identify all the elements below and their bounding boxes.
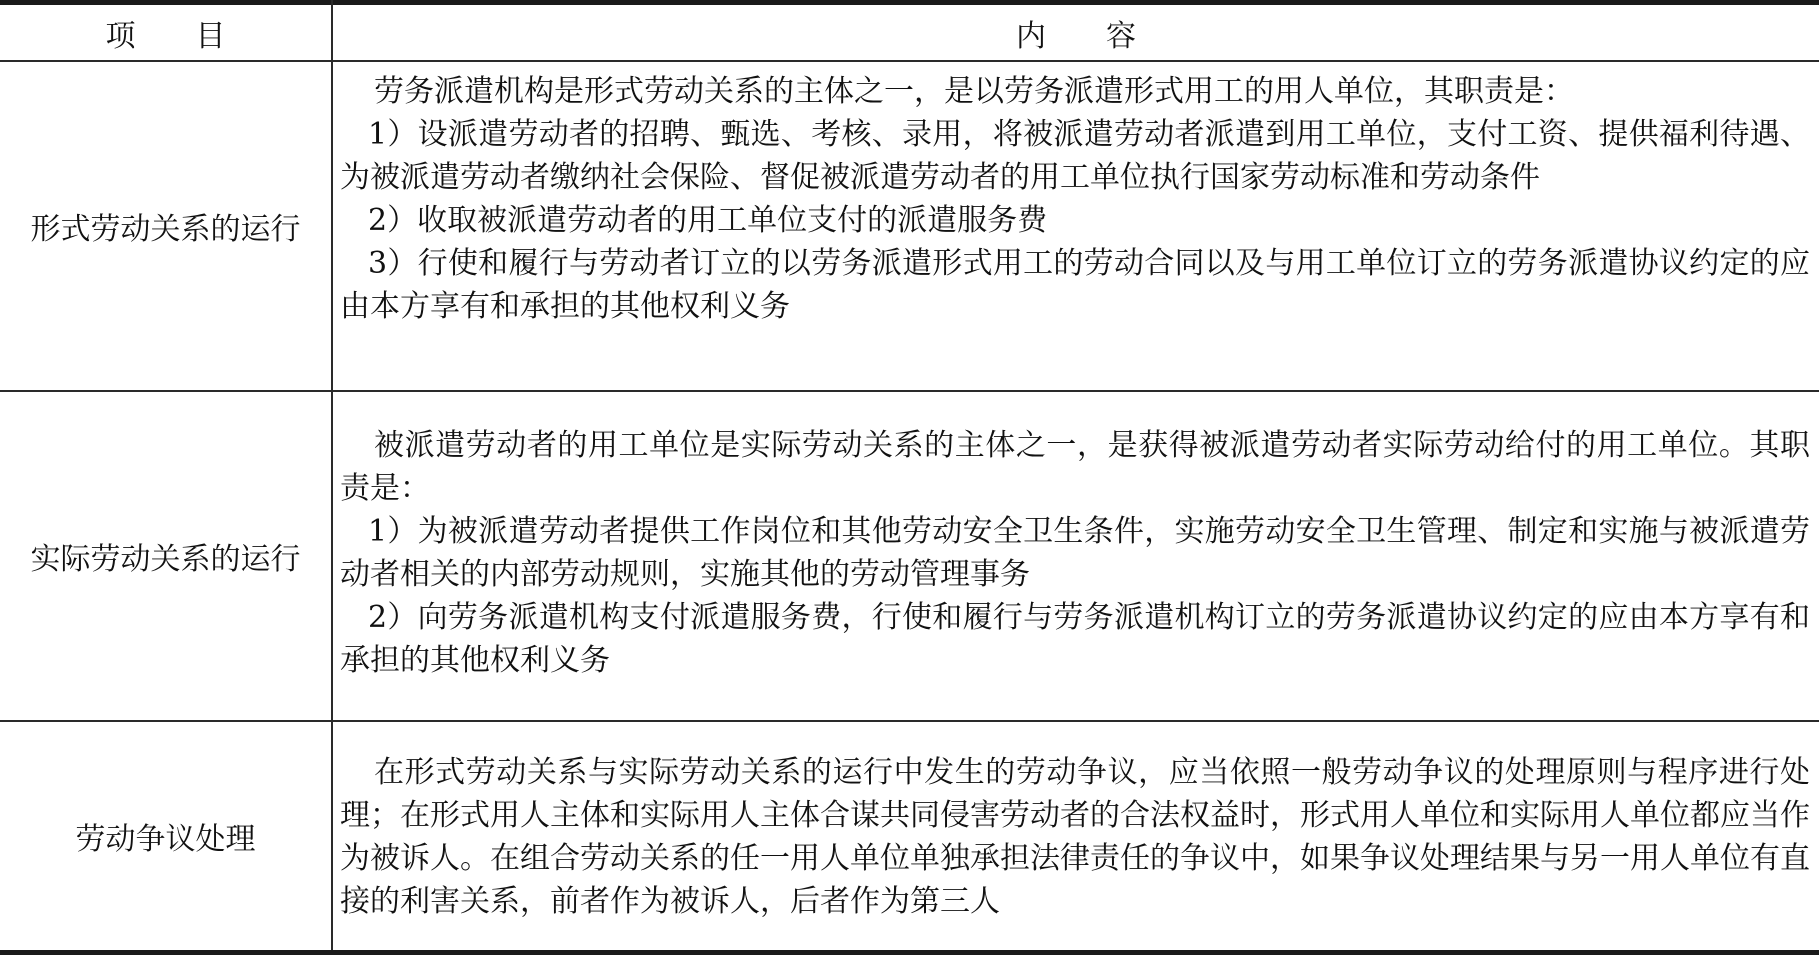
row-2-paragraph: 被派遣劳动者的用工单位是实际劳动关系的主体之一，是获得被派遣劳动者实际劳动给付的用工单位。其职责是： — [340, 428, 1810, 506]
row-3-item: 劳动争议处理 — [75, 822, 256, 857]
row-1-content — [340, 70, 1810, 328]
row-1-paragraph: 劳务派遣机构是形式劳动关系的主体之一，是以劳务派遣形式用工的用人单位，其职责是： — [374, 74, 1574, 109]
row-1-paragraph: 3）行使和履行与劳动者订立的以劳务派遣形式用工的劳动合同以及与用工单位订立的劳务派遣协议约定的应由本方享有和承担的其他权利义务 — [340, 246, 1810, 324]
row-2-paragraph: 2）向劳务派遣机构支付派遣服务费，行使和履行与劳务派遣机构订立的劳务派遣协议约定的应由本方享有和承担的其他权利义务 — [340, 600, 1810, 678]
header-content: 内 容 — [1016, 18, 1136, 54]
row-1-paragraph: 1）设派遣劳动者的招聘、甄选、考核、录用，将被派遣劳动者派遣到用工单位，支付工资、提供福利待遇、为被派遣劳动者缴纳社会保险、督促被派遣劳动者的用工单位执行国家劳动标准和劳动条件 — [340, 117, 1810, 195]
row-3-paragraph: 在形式劳动关系与实际劳动关系的运行中发生的劳动争议，应当依照一般劳动争议的处理原则与程序进行处理；在形式用人主体和实际用人主体合谋共同侵害劳动者的合法权益时，形式用人单位和实际用人单位都应当作为被诉人。在组合劳动关系的任一用人单位单独承担法律责任的争议中，如果争议处理结果与另一用人单位有直接的利害关系，前者作为被诉人，后者作为第三人 — [340, 755, 1810, 919]
row-1-paragraph: 2）收取被派遣劳动者的用工单位支付的派遣服务费 — [368, 203, 1048, 238]
row-1-item: 形式劳动关系的运行 — [30, 212, 301, 247]
column-divider — [331, 0, 333, 955]
row-2-content — [340, 424, 1810, 682]
header-item: 项 目 — [105, 18, 226, 54]
row-2-item: 实际劳动关系的运行 — [30, 542, 301, 577]
row-2-paragraph: 1）为被派遣劳动者提供工作岗位和其他劳动安全卫生条件，实施劳动安全卫生管理、制定和实施与被派遣劳动者相关的内部劳动规则，实施其他的劳动管理事务 — [340, 514, 1810, 592]
row-3-content — [340, 751, 1810, 923]
table-bottom-rule — [0, 950, 1819, 955]
